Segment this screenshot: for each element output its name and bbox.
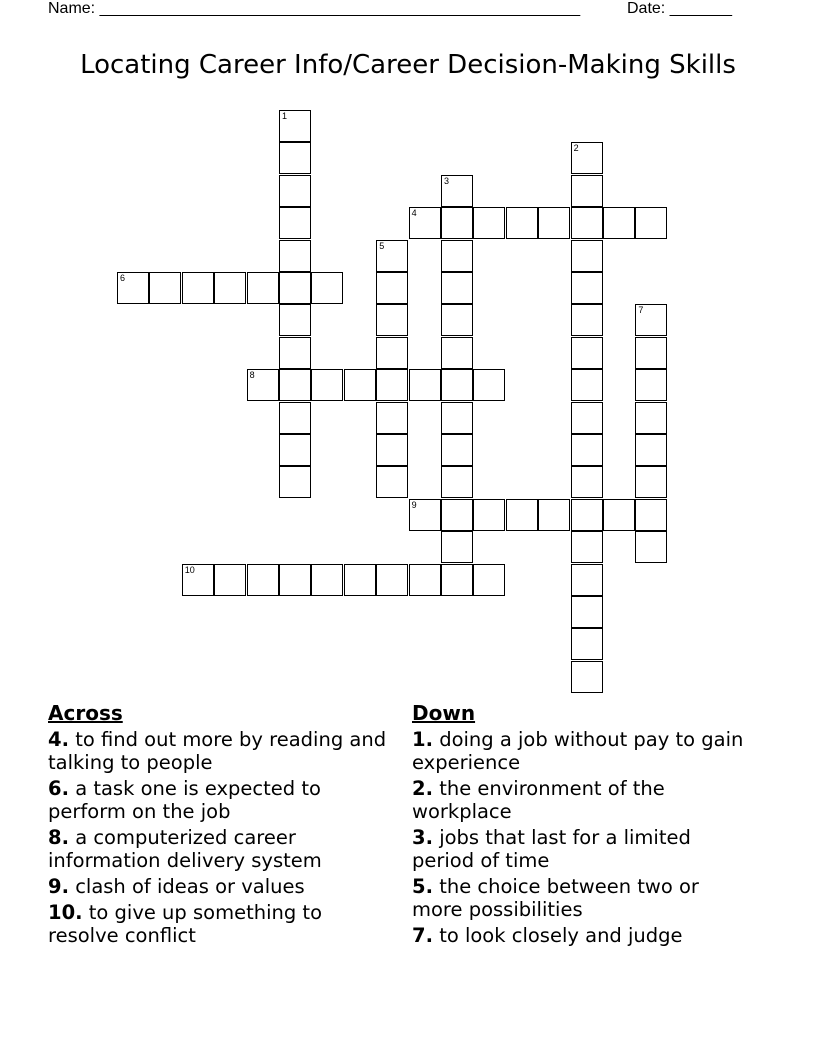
- crossword-cell[interactable]: [376, 434, 408, 466]
- across-clues: [48, 702, 388, 950]
- crossword-cell[interactable]: [409, 564, 441, 596]
- crossword-cell[interactable]: [279, 337, 311, 369]
- clue-number: 2.: [412, 777, 433, 800]
- crossword-cell[interactable]: [441, 369, 473, 401]
- crossword-cell[interactable]: [441, 175, 473, 207]
- crossword-cell[interactable]: [214, 272, 246, 304]
- crossword-cell[interactable]: [571, 207, 603, 239]
- crossword-cell[interactable]: [311, 564, 343, 596]
- clue-text: a task one is expected to perform on the job: [48, 777, 321, 823]
- clue-number: 4.: [48, 728, 69, 751]
- crossword-cell[interactable]: [376, 466, 408, 498]
- crossword-cell[interactable]: [376, 564, 408, 596]
- crossword-cell[interactable]: [279, 207, 311, 239]
- crossword-cell[interactable]: [279, 369, 311, 401]
- crossword-cell[interactable]: [441, 337, 473, 369]
- crossword-cell[interactable]: [376, 240, 408, 272]
- clue-text: to give up something to resolve conflict: [48, 901, 323, 947]
- crossword-cell[interactable]: [279, 272, 311, 304]
- clue-number: 6.: [48, 777, 69, 800]
- clue-across: [48, 901, 388, 947]
- clue-number: 1.: [412, 728, 433, 751]
- clue-down: [412, 924, 752, 947]
- crossword-cell[interactable]: [571, 628, 603, 660]
- crossword-cell[interactable]: [279, 142, 311, 174]
- crossword-cell[interactable]: [344, 369, 376, 401]
- clue-text: jobs that last for a limited period of time: [412, 826, 691, 872]
- clue-text: doing a job without pay to gain experience: [412, 728, 744, 774]
- crossword-cell[interactable]: [571, 240, 603, 272]
- clue-across: [48, 728, 388, 774]
- crossword-cell[interactable]: [571, 466, 603, 498]
- cell-number: 6: [120, 273, 126, 283]
- cell-number: 9: [411, 499, 417, 510]
- crossword-cell[interactable]: [506, 207, 538, 239]
- crossword-cell[interactable]: [376, 402, 408, 434]
- date-field-label: Date: _______: [627, 0, 732, 17]
- crossword-cell[interactable]: [538, 207, 570, 239]
- crossword-cell[interactable]: [409, 499, 441, 531]
- crossword-cell[interactable]: [571, 564, 603, 596]
- clue-number: 9.: [48, 875, 69, 898]
- crossword-cell[interactable]: [441, 207, 473, 239]
- crossword-cell[interactable]: [279, 402, 311, 434]
- crossword-cell[interactable]: [571, 596, 603, 628]
- page-title: Locating Career Info/Career Decision-Making Skills: [80, 50, 736, 80]
- crossword-cell[interactable]: [441, 240, 473, 272]
- name-field-label: Name: ______________________________________________________: [48, 0, 581, 17]
- crossword-cell[interactable]: [311, 272, 343, 304]
- clue-across: [48, 875, 388, 898]
- crossword-cell[interactable]: [571, 142, 603, 174]
- cell-number: 7: [638, 305, 644, 316]
- clue-down: [412, 826, 752, 872]
- crossword-cell[interactable]: [473, 499, 505, 531]
- crossword-cell[interactable]: [473, 564, 505, 596]
- crossword-cell[interactable]: [571, 175, 603, 207]
- crossword-cell[interactable]: [279, 110, 311, 142]
- crossword-cell[interactable]: [441, 304, 473, 336]
- clue-number: 7.: [412, 924, 433, 947]
- crossword-cell[interactable]: [279, 304, 311, 336]
- crossword-cell[interactable]: [409, 369, 441, 401]
- cell-number: 8: [249, 370, 255, 381]
- crossword-cell[interactable]: [279, 564, 311, 596]
- crossword-cell[interactable]: [635, 499, 667, 531]
- crossword-cell[interactable]: [538, 499, 570, 531]
- crossword-cell[interactable]: [117, 272, 149, 304]
- crossword-cell[interactable]: [571, 531, 603, 563]
- clue-number: 8.: [48, 826, 69, 849]
- crossword-cell[interactable]: [311, 369, 343, 401]
- clue-text: the environment of the workplace: [412, 777, 665, 823]
- crossword-cell[interactable]: [441, 272, 473, 304]
- clue-text: the choice between two or more possibilities: [412, 875, 699, 921]
- clue-number: 10.: [48, 901, 83, 924]
- crossword-cell[interactable]: [441, 434, 473, 466]
- clue-down: [412, 875, 752, 921]
- crossword-cell[interactable]: [441, 499, 473, 531]
- crossword-cell[interactable]: [182, 272, 214, 304]
- crossword-cell[interactable]: [247, 272, 279, 304]
- cell-number: 10: [184, 564, 195, 575]
- crossword-cell[interactable]: [635, 531, 667, 563]
- crossword-cell[interactable]: [635, 434, 667, 466]
- crossword-cell[interactable]: [506, 499, 538, 531]
- crossword-cell[interactable]: [279, 175, 311, 207]
- cell-number: 2: [573, 143, 579, 154]
- crossword-cell[interactable]: [279, 240, 311, 272]
- crossword-cell[interactable]: [473, 369, 505, 401]
- clue-down: [412, 728, 752, 774]
- crossword-cell[interactable]: [571, 434, 603, 466]
- crossword-cell[interactable]: [376, 369, 408, 401]
- crossword-cell[interactable]: [376, 337, 408, 369]
- crossword-cell[interactable]: [635, 304, 667, 336]
- clue-across: [48, 826, 388, 872]
- crossword-cell[interactable]: [376, 304, 408, 336]
- crossword-cell[interactable]: [441, 531, 473, 563]
- crossword-cell[interactable]: [635, 369, 667, 401]
- crossword-cell[interactable]: [441, 564, 473, 596]
- crossword-cell[interactable]: [635, 402, 667, 434]
- crossword-cell[interactable]: [571, 369, 603, 401]
- crossword-cell[interactable]: [409, 207, 441, 239]
- crossword-cell[interactable]: [571, 499, 603, 531]
- crossword-cell[interactable]: [344, 564, 376, 596]
- crossword-cell[interactable]: [376, 272, 408, 304]
- clue-text: to find out more by reading and talking to people: [48, 728, 387, 774]
- crossword-cell[interactable]: [441, 466, 473, 498]
- crossword-cell[interactable]: [635, 466, 667, 498]
- crossword-cell[interactable]: [635, 337, 667, 369]
- clue-number: 3.: [412, 826, 433, 849]
- cell-number: 3: [444, 175, 450, 186]
- clue-text: clash of ideas or values: [75, 875, 305, 898]
- clue-text: a computerized career information delivery system: [48, 826, 322, 872]
- crossword-cell[interactable]: [571, 304, 603, 336]
- clue-across: [48, 777, 388, 823]
- crossword-cell[interactable]: [571, 402, 603, 434]
- crossword-cell[interactable]: [247, 564, 279, 596]
- crossword-cell[interactable]: [182, 564, 214, 596]
- crossword-cell[interactable]: [279, 434, 311, 466]
- crossword-cell[interactable]: [279, 466, 311, 498]
- clue-text: to look closely and judge: [439, 924, 683, 947]
- crossword-cell[interactable]: [571, 661, 603, 693]
- crossword-cell[interactable]: [441, 402, 473, 434]
- cell-number: 4: [411, 208, 417, 219]
- cell-number: 5: [379, 240, 385, 251]
- crossword-cell[interactable]: [247, 369, 279, 401]
- crossword-cell[interactable]: [603, 499, 635, 531]
- crossword-cell[interactable]: [149, 272, 181, 304]
- clue-number: 5.: [412, 875, 433, 898]
- crossword-cell[interactable]: [635, 207, 667, 239]
- crossword-cell[interactable]: [473, 207, 505, 239]
- down-heading: Down: [412, 701, 476, 725]
- crossword-cell[interactable]: [603, 207, 635, 239]
- cell-number: 1: [282, 111, 288, 121]
- down-clues: [412, 702, 752, 950]
- across-heading: Across: [48, 701, 123, 725]
- clue-down: [412, 777, 752, 823]
- crossword-cell[interactable]: [571, 272, 603, 304]
- crossword-cell[interactable]: [571, 337, 603, 369]
- crossword-cell[interactable]: [214, 564, 246, 596]
